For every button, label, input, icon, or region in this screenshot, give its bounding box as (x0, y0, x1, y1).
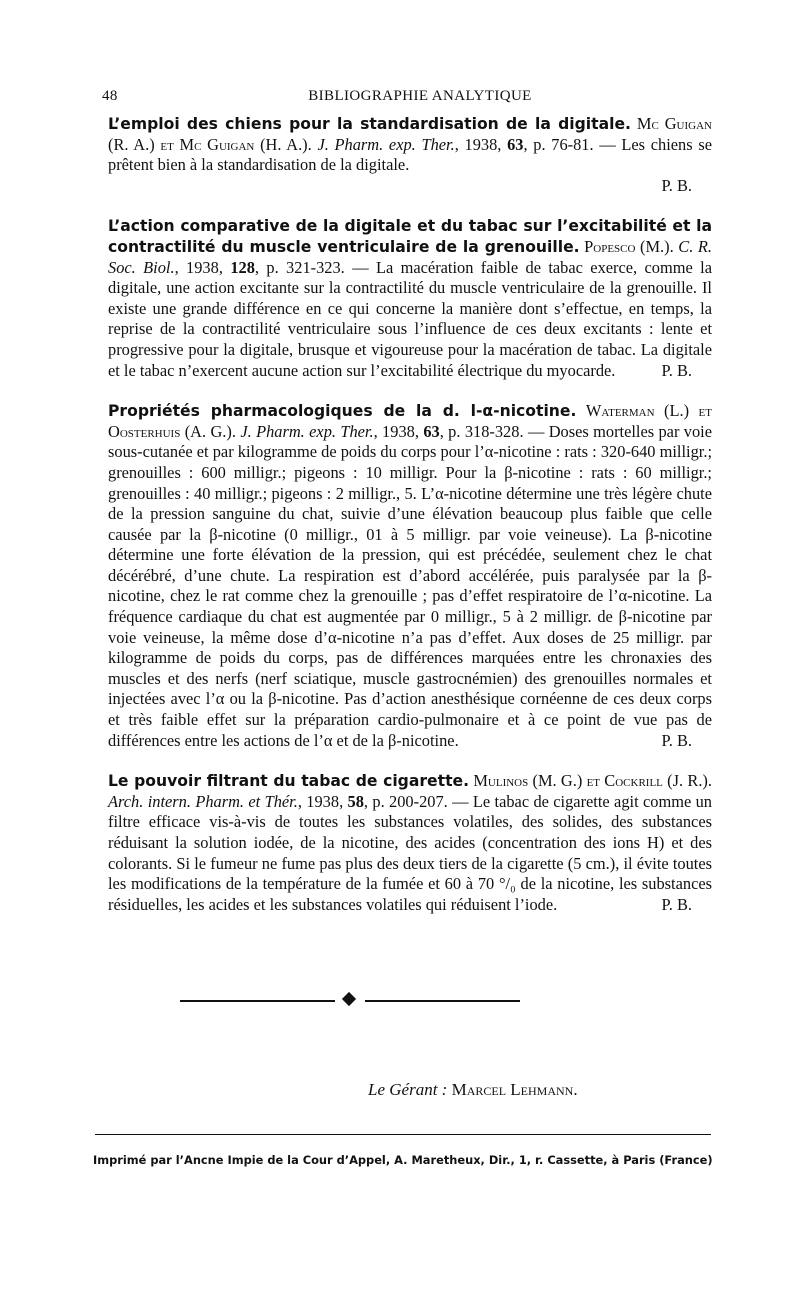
imprint-rule (95, 1134, 711, 1135)
gerant-line (368, 1080, 578, 1100)
page-number: 48 (102, 88, 118, 104)
divider-rule-left (180, 1000, 335, 1002)
entry-pages: , p. 318-328. (439, 421, 524, 441)
entry-volume: 63 (423, 421, 440, 441)
entry-pages: , p. 200-207. (363, 791, 448, 811)
entry-abstract: — Doses mortelles par voie sous-cutanée et par kilogramme de poids du corps pour l’α-nicotine : rats : 320-640 milligr.; grenouilles : 600 milligr.; pigeons : 10 milligr. Pour la β-nicotine : rats : 60 milligr.; grenouilles : 40 milligr.; pigeons : 2 milligr., 5. L’α-nicotine détermine une très légère chute de la pression sanguine du chat, suivie d’une élévation beaucoup plus faible que celle causée par la β-nicotine (0 milligr., 01 à 5 milligr. par voie veineuse). La β-nicotine détermine une forte élévation de la pression, qui est précédée, seulement chez le chat décérébré, d’une chute. La respiration est d’abord accélérée, puis paralysée par la β-nicotine, chez le rat comme chez la grenouille ; pas d’effet respiratoire de l’α-nicotine. La fréquence cardiaque du chat est augmentée par 0 milligr., 5 à 2 milligr. de β-nicotine par voie veineuse, la même dose d’α-nicotine n’a pas d’effet. Aux doses de 25 milligr. par kilogramme de poids du corps, pas de différences marquées entre les chronaxies des muscles et des nerfs (nerf sciatique, muscle gastrocnémien) des grenouilles normales et injectées avec l’α ou la β-nicotine. Pas d’action anesthésique cornéenne de ces deux corps et très faible effet sur la préparation cardio-pulmonaire et à ce point de vue pas de différences entre les actions de l’α et de la β-nicotine. (108, 421, 712, 750)
bibliography-entry (108, 771, 712, 915)
header-title: BIBLIOGRAPHIE ANALYTIQUE (308, 88, 532, 104)
entry-separator (108, 751, 712, 771)
running-head (102, 88, 712, 114)
entry-signature: P. B. (661, 360, 692, 380)
entry-year: , 1938, (297, 791, 344, 811)
gerant-name: Marcel Lehmann. (451, 1080, 578, 1099)
entry-volume: 63 (507, 134, 524, 154)
gerant-label: Le Gérant : (368, 1080, 448, 1099)
entry-abstract: — La macération faible de tabac exerce, comme la digitale, une action excitante sur la contractilité du muscle ventriculaire de la grenouille. Il existe une grande différence en ce qui concerne la manière dont s’effectue, en temps, la reprise de la contractilité ventriculaire sous l’influence de ces deux excitants : lente et progressive pour la digitale, brusque et vigoureuse pour la macération de tabac. La digitale et le tabac n’exercent aucune action sur l’excitabilité électrique du myocarde. (108, 257, 712, 380)
entry-separator (108, 381, 712, 401)
entry-journal: J. Pharm. exp. Ther. (317, 134, 455, 154)
entry-title: Propriétés pharmacologiques de la d. l-α-nicotine. (108, 402, 577, 421)
printer-imprint: Imprimé par l’Ancne Impie de la Cour d’Appel, A. Maretheux, Dir., 1, r. Cassette, à Paris (France) (93, 1153, 713, 1167)
entry-journal: Arch. intern. Pharm. et Thér. (108, 791, 298, 811)
entry-pages: , p. 321-323. (254, 257, 345, 277)
entry-authors: Waterman (L.) et Oosterhuis (A. G.). (108, 401, 712, 441)
ornamental-divider (180, 993, 520, 1009)
entry-signature: P. B. (661, 175, 692, 195)
entry-year: , 1938, (373, 421, 419, 441)
entry-separator (108, 196, 712, 216)
entry-year: , 1938, (454, 134, 502, 154)
entry-journal: C. R. Soc. Biol. (108, 236, 712, 277)
entry-authors: Popesco (M.). (584, 236, 674, 256)
entry-authors: Mc Guigan (R. A.) et Mc Guigan (H. A.). (108, 114, 712, 154)
bibliography-entry (108, 216, 712, 381)
entry-year: , 1938, (174, 257, 223, 277)
entry-pages: , p. 76-81. (523, 134, 594, 154)
entry-title: L’emploi des chiens pour la standardisation de la digitale. (108, 115, 631, 133)
entry-journal: J. Pharm. exp. Ther. (240, 421, 374, 441)
entry-abstract: — Les chiens se prêtent bien à la standardisation de la digitale. (108, 134, 712, 175)
entry-volume: 58 (347, 791, 364, 811)
bibliography-entry (108, 401, 712, 751)
entry-signature: P. B. (661, 730, 692, 750)
entry-title: L’action comparative de la digitale et du tabac sur l’excitabilité et la contractilité du muscle ventriculaire de la grenouille. (108, 217, 712, 256)
bibliography-entry (108, 114, 712, 176)
entry-abstract: — Le tabac de cigarette agit comme un filtre efficace vis-à-vis de toutes les substances volatiles, des solides, des substances réduisant la solution iodée, de la nicotine, des acides (concentration des ions H) et des colorants. Si le fumeur ne fume pas plus des deux tiers de la cigarette (5 cm.), il évite toutes les modifications de la température de la fumée et 60 à 70 °/₀ de la nicotine, les substances résiduelles, les acides et les substances volatiles qui réduisent l’iode. (108, 791, 712, 914)
entry-signature: P. B. (661, 894, 692, 914)
entry-volume: 128 (230, 257, 255, 277)
document-page (102, 88, 712, 915)
divider-rule-right (365, 1000, 520, 1002)
entry-authors: Mulinos (M. G.) et Cockrill (J. R.). (473, 771, 712, 791)
diamond-icon (342, 992, 356, 1006)
entry-title: Le pouvoir filtrant du tabac de cigarette. (108, 772, 470, 791)
